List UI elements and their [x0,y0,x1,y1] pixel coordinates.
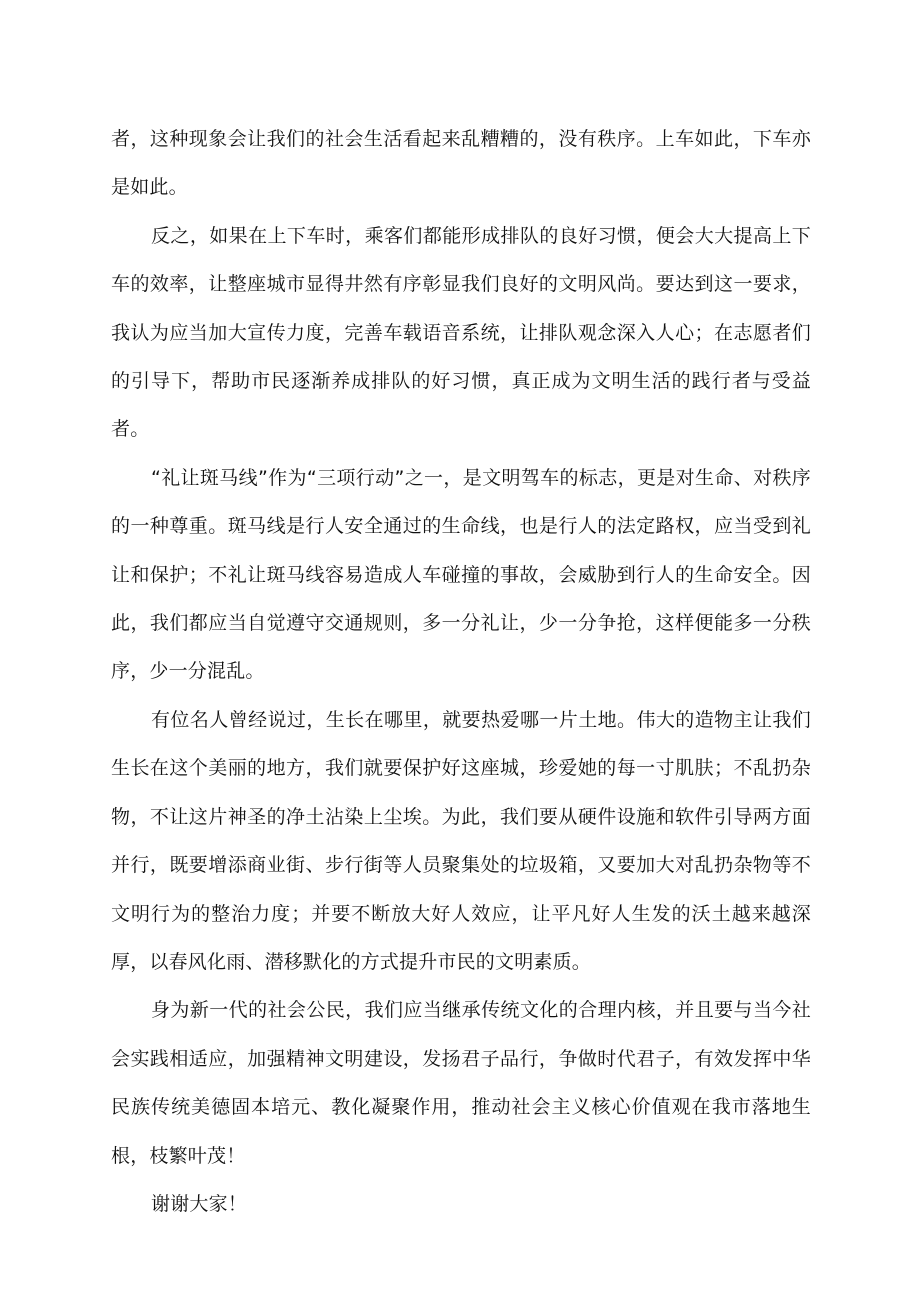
paragraph-continuation: 者，这种现象会让我们的社会生活看起来乱糟糟的，没有秩序。上车如此，下车亦是如此。 [111,128,811,199]
closing-thanks: 谢谢大家！ [151,1192,248,1215]
paragraph-queueing: 反之，如果在上下车时，乘客们都能形成排队的良好习惯，便会大大提高上下车的效率，让整座城市显得井然有序彰显我们良好的文明风尚。要达到这一要求，我认为应当加大宣传力度，完善车载语音系统，让排队观念深入人心；在志愿者们的引导下，帮助市民逐渐养成排队的好习惯，真正成为文明生活的践行者与受益者。 [111,224,811,441]
paragraph-civic-duty: 身为新一代的社会公民，我们应当继承传统文化的合理内核，并且要与当今社会实践相适应，加强精神文明建设，发扬君子品行，争做时代君子，有效发挥中华民族传统美德固本培元、教化凝聚作用，推动社会主义核心价值观在我市落地生根，枝繁叶茂！ [111,999,811,1167]
paragraph-city-cleanliness: 有位名人曾经说过，生长在哪里，就要热爱哪一片土地。伟大的造物主让我们生长在这个美丽的地方，我们就要保护好这座城，珍爱她的每一寸肌肤；不乱扔杂物，不让这片神圣的净土沾染上尘埃。为此，我们要从硬件设施和软件引导两方面并行，既要增添商业街、步行街等人员聚集处的垃圾箱，又要加大对乱扔杂物等不文明行为的整治力度；并要不断放大好人效应，让平凡好人生发的沃土越来越深厚，以春风化雨、潜移默化的方式提升市民的文明素质。 [111,708,811,973]
speech-body [111,115,811,1228]
paragraph-crosswalk: “礼让斑马线”作为“三项行动”之一，是文明驾车的标志，更是对生命、对秩序的一种尊重。斑马线是行人安全通过的生命线，也是行人的法定路权，应当受到礼让和保护；不礼让斑马线容易造成人车碰撞的事故，会威胁到行人的生命安全。因此，我们都应当自觉遵守交通规则，多一分礼让，少一分争抢，这样便能多一分秩序，少一分混乱。 [111,466,811,683]
